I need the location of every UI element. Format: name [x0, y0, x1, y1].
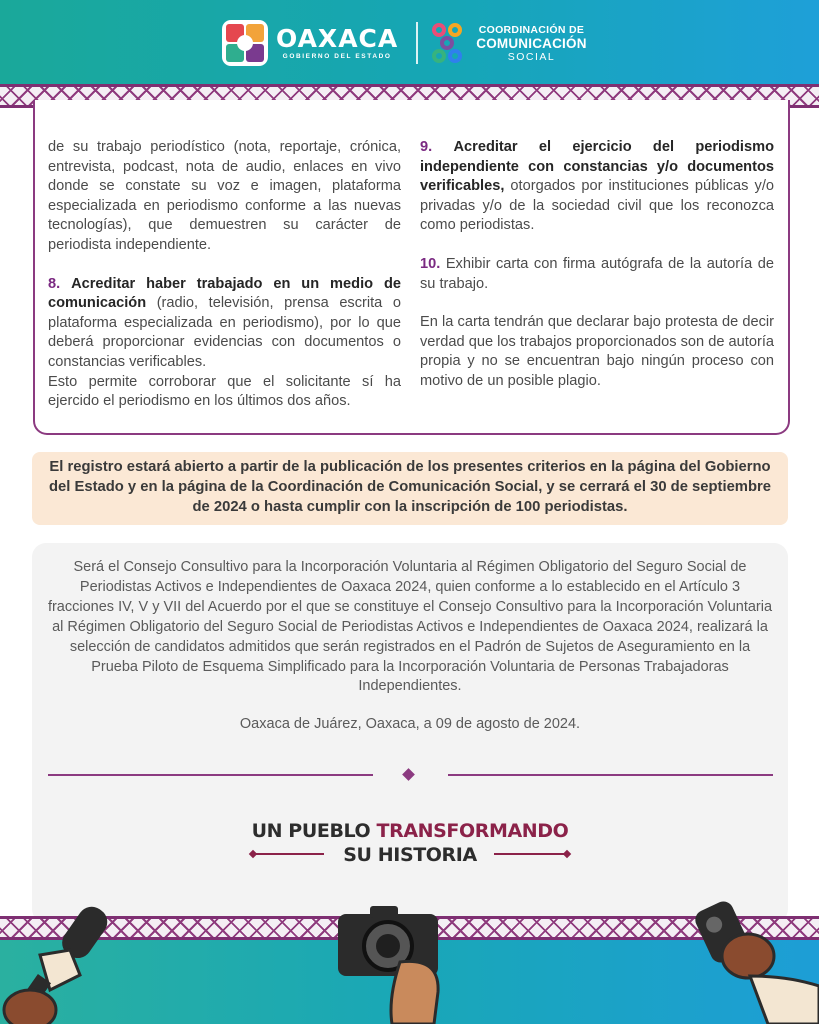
divider-left	[48, 774, 373, 776]
header-logos	[222, 20, 587, 66]
microphone-hand-icon	[0, 895, 140, 1024]
requirements-card	[33, 100, 790, 435]
dateline: Oaxaca de Juárez, Oaxaca, a 09 de agosto de 2024.	[239, 716, 581, 732]
closing-paragraph: En la carta tendrán que declarar bajo protesta de decir verdad que los trabajos proporcionados son de autoría propia y no se encuentran bajo ningún proceso con motivo de un posible plagio.	[420, 314, 774, 389]
left-column	[48, 138, 401, 431]
slogan-highlight: TRANSFORMANDO	[376, 820, 569, 842]
camera-hand-icon	[330, 902, 470, 1024]
item-9	[420, 138, 774, 236]
slogan	[32, 819, 788, 843]
brand-subtitle: GOBIERNO DEL ESTADO	[282, 53, 392, 60]
registration-notice: El registro estará abierto a partir de la publicación de los presentes criterios en la página del Gobierno del Estado y en la página de la Coordinación de Comunicación Social, y se cerrará el 30 de septiembre de 2024 o hasta cumplir con la inscripción de 100 periodistas.	[32, 452, 788, 525]
divider-diamond-icon	[402, 768, 415, 781]
item-9-number: 9.	[420, 139, 433, 155]
intro-paragraph: de su trabajo periodístico (nota, reportaje, crónica, entrevista, podcast, nota de audio, enlaces en vivo donde se constate su voz e imagen, plataforma especializada en periodismo conforme a las nuevas tecnologías), que demuestren su carácter de periodista independiente.	[48, 139, 401, 253]
slogan-line2: SU HISTORIA	[343, 844, 477, 866]
item-10-number: 10.	[420, 255, 441, 272]
item-9-bold: Acreditar el ejercicio del periodismo independiente con constancias y/o documentos verificables,	[420, 139, 774, 195]
item-8	[48, 275, 401, 373]
council-card	[32, 543, 788, 923]
recorder-hand-icon	[688, 896, 819, 1024]
ccs-logo-icon	[432, 21, 466, 65]
agency-line-3: SOCIAL	[507, 50, 556, 63]
council-paragraph: Será el Consejo Consultivo para la Incorporación Voluntaria al Régimen Obligatorio del Seguro Social de Periodistas Activos e Independientes de Oaxaca 2024, quien conforme a lo establecido en el Artículo 3 fracciones IV, V y VII del Acuerdo por el que se constituye el Consejo Consultivo para la Incorporación Voluntaria al Régimen Obligatorio del Seguro Social de Periodistas Activos e Independientes de Oaxaca 2024, realizará la selección de candidatos admitidos que serán registrados en el Padrón de Sujetos de Aseguramiento en la Prueba Piloto de Esquema Simplificado para la Incorporación Voluntaria de Personas Trabajadoras Independientes.	[47, 559, 773, 695]
agency-line-1: COORDINACIÓN DE	[478, 23, 585, 36]
slogan-line-right	[494, 853, 564, 855]
slogan-part1: UN PUEBLO	[251, 820, 377, 842]
brand-name: OAXACA	[276, 24, 399, 53]
divider-right	[448, 774, 773, 776]
header-banner	[0, 0, 819, 84]
item-8-number: 8.	[48, 275, 61, 292]
item-10-text: Exhibir carta con firma autógrafa de la autoría de su trabajo.	[420, 255, 774, 292]
oaxaca-logo-icon	[222, 20, 268, 66]
item-9-text: otorgados por instituciones públicas y/o privadas y/o de la sociedad civil que los reconozca como periodistas.	[420, 178, 774, 234]
right-column	[420, 138, 774, 411]
agency-line-2: COMUNICACIÓN	[476, 35, 587, 51]
item-8-extra: Esto permite corroborar que el solicitante sí ha ejercido el periodismo en los últimos dos años.	[48, 373, 401, 410]
item-10	[420, 255, 774, 294]
item-8-bold: Acreditar haber trabajado en un medio de comunicación	[48, 275, 401, 312]
item-8-text: (radio, televisión, prensa escrita o plataforma especializada en periodismo), por lo que deberá proporcionar evidencias con documentos o constancias verificables.	[48, 295, 401, 370]
logo-divider	[416, 22, 418, 64]
bottom-banner	[0, 940, 819, 1024]
